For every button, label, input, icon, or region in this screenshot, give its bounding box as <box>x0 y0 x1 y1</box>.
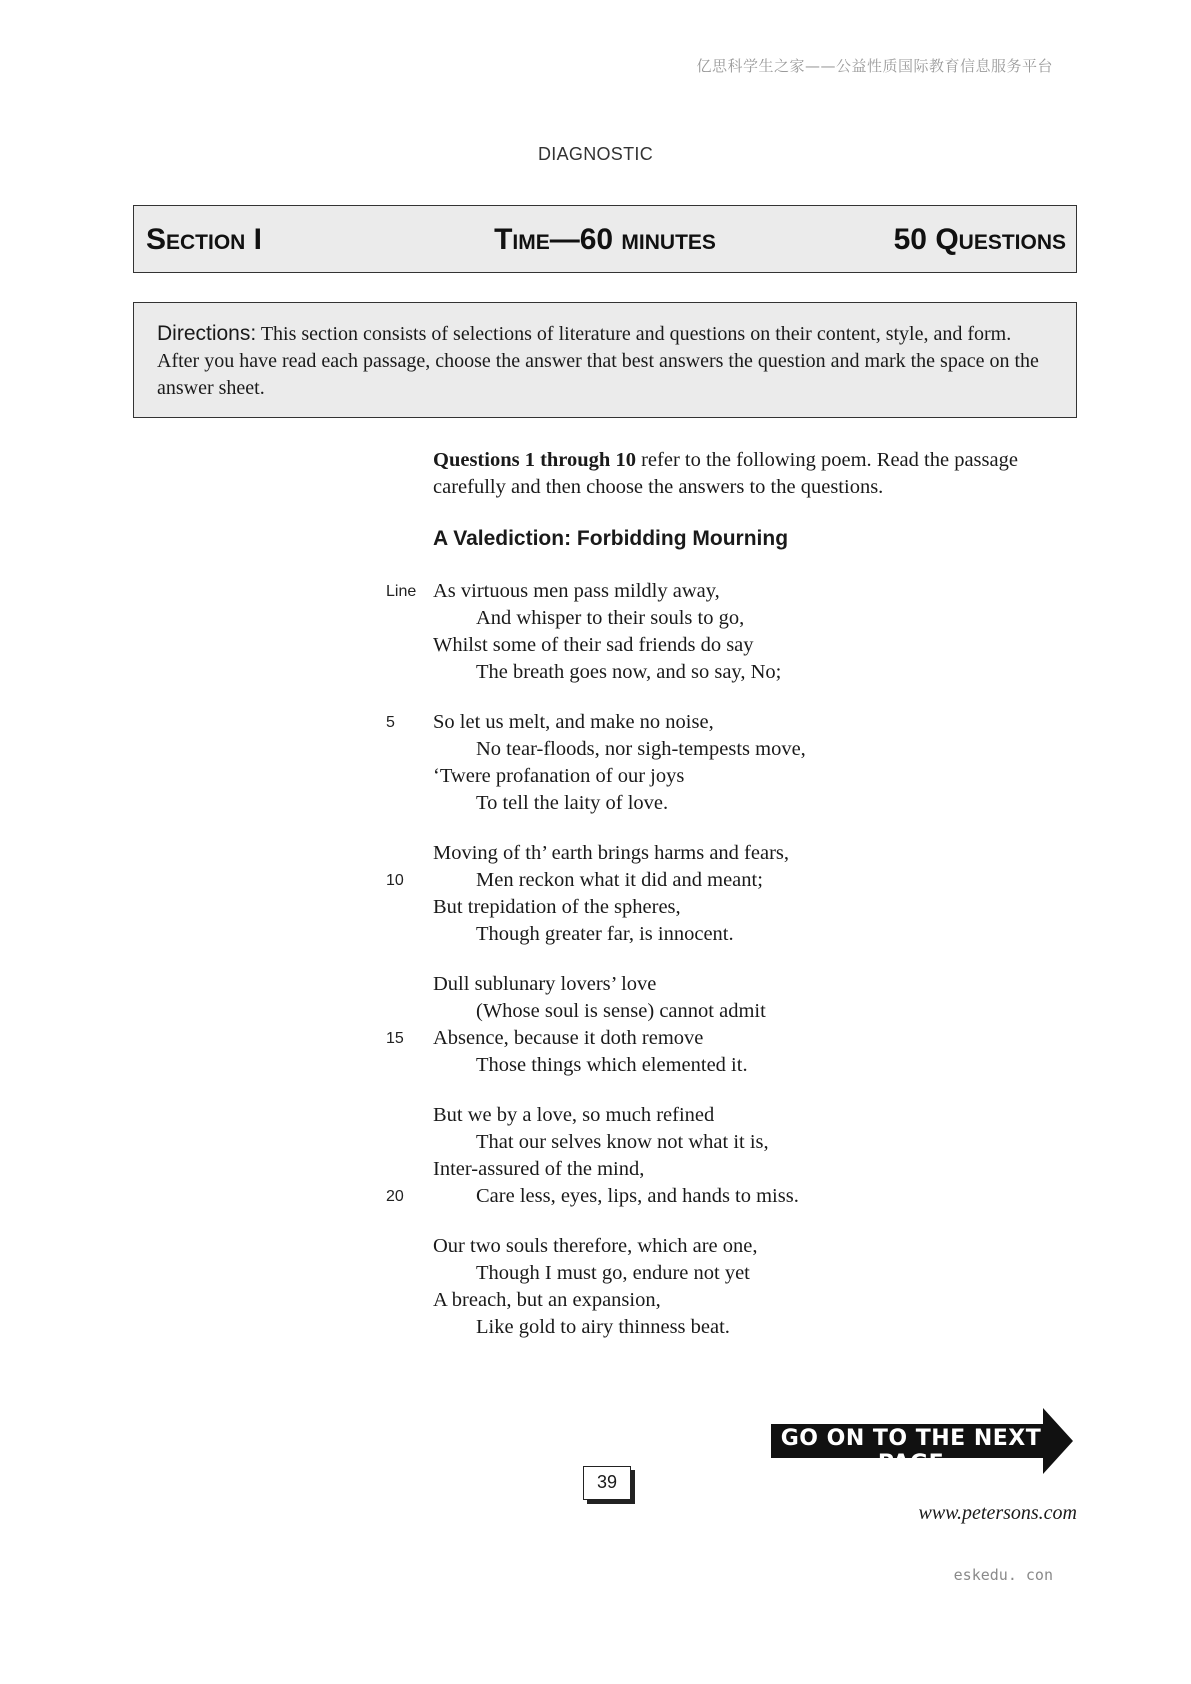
line-text: Though greater far, is innocent. <box>476 923 734 945</box>
line-text: (Whose soul is sense) cannot admit <box>476 1000 766 1022</box>
poem-line <box>0 1183 1191 1210</box>
line-text: Like gold to airy thinness beat. <box>476 1316 730 1338</box>
poem-stanza <box>0 578 1191 686</box>
poem-line <box>0 632 1191 659</box>
poem-line <box>0 578 1191 605</box>
next-page-arrow <box>771 1408 1073 1474</box>
next-page-label: GO ON TO THE NEXT PAGE <box>780 1426 1042 1476</box>
poem-line <box>0 894 1191 921</box>
line-number: 10 <box>386 872 404 889</box>
line-number: 15 <box>386 1030 404 1047</box>
line-number: 20 <box>386 1188 404 1205</box>
directions-label: Directions: <box>157 322 257 345</box>
poem-line <box>0 1102 1191 1129</box>
poem-line <box>0 1287 1191 1314</box>
poem-line <box>0 790 1191 817</box>
line-text: Men reckon what it did and meant; <box>476 869 763 891</box>
line-text: A breach, but an expansion, <box>433 1289 661 1311</box>
line-text: Absence, because it doth remove <box>433 1027 704 1049</box>
poem-line <box>0 1025 1191 1052</box>
line-text: As virtuous men pass mildly away, <box>433 580 720 602</box>
poem-line <box>0 1129 1191 1156</box>
line-text: And whisper to their souls to go, <box>476 607 745 629</box>
poem-line <box>0 763 1191 790</box>
watermark-bottom: eskedu. con <box>953 1566 1053 1584</box>
line-number: 5 <box>386 714 395 731</box>
poem-line <box>0 840 1191 867</box>
poem-line <box>0 1156 1191 1183</box>
questions-intro-text: refer to the following poem. Read the passage carefully and then choose the answers to the questions. <box>433 449 1018 498</box>
line-text: Though I must go, endure not yet <box>476 1262 750 1284</box>
questions-intro <box>433 447 1053 501</box>
section-label: Section I <box>146 223 263 256</box>
directions-text: This section consists of selections of literature and questions on their content, style, and form. After you have read each passage, choose the answer that best answers the question and mark the space on the answer sheet. <box>157 323 1039 399</box>
section-header-bar <box>133 205 1077 273</box>
watermark-top: 亿思科学生之家——公益性质国际教育信息服务平台 <box>696 57 1053 75</box>
line-text: That our selves know not what it is, <box>476 1131 769 1153</box>
line-text: ‘Twere profanation of our joys <box>433 765 685 787</box>
line-text: But we by a love, so much refined <box>433 1104 715 1126</box>
poem-stanza <box>0 840 1191 948</box>
poem-line <box>0 709 1191 736</box>
line-text: Dull sublunary lovers’ love <box>433 973 657 995</box>
publisher-url: www.petersons.com <box>918 1502 1077 1524</box>
poem-line <box>0 971 1191 998</box>
poem-title: A Valediction: Forbidding Mourning <box>433 527 789 550</box>
poem-line <box>0 1314 1191 1341</box>
poem-line <box>0 867 1191 894</box>
poem-line <box>0 1260 1191 1287</box>
poem-stanza <box>0 709 1191 817</box>
line-text: Our two souls therefore, which are one, <box>433 1235 758 1257</box>
poem-line <box>0 921 1191 948</box>
page-number: 39 <box>583 1466 631 1500</box>
poem-line <box>0 1052 1191 1079</box>
line-text: To tell the laity of love. <box>476 792 669 814</box>
poem-line <box>0 998 1191 1025</box>
line-text: So let us melt, and make no noise, <box>433 711 714 733</box>
poem-line <box>0 736 1191 763</box>
line-text: No tear-floods, nor sigh-tempests move, <box>476 738 806 760</box>
line-text: But trepidation of the spheres, <box>433 896 681 918</box>
line-text: Those things which elemented it. <box>476 1054 748 1076</box>
poem <box>0 578 1191 1364</box>
question-count-label: 50 Questions <box>893 223 1066 256</box>
poem-line <box>0 1233 1191 1260</box>
poem-line <box>0 659 1191 686</box>
time-label: Time—60 minutes <box>494 223 716 256</box>
questions-range: Questions 1 through 10 <box>433 449 636 471</box>
line-text: Moving of th’ earth brings harms and fears, <box>433 842 789 864</box>
line-text: Inter-assured of the mind, <box>433 1158 645 1180</box>
poem-stanza <box>0 1233 1191 1341</box>
directions-box <box>133 302 1077 418</box>
line-text: Whilst some of their sad friends do say <box>433 634 754 656</box>
line-text: The breath goes now, and so say, No; <box>476 661 782 683</box>
line-number: Line <box>386 583 417 600</box>
poem-line <box>0 605 1191 632</box>
line-text: Care less, eyes, lips, and hands to miss. <box>476 1185 799 1207</box>
poem-stanza <box>0 971 1191 1079</box>
poem-stanza <box>0 1102 1191 1210</box>
running-head: DIAGNOSTIC <box>537 144 653 164</box>
